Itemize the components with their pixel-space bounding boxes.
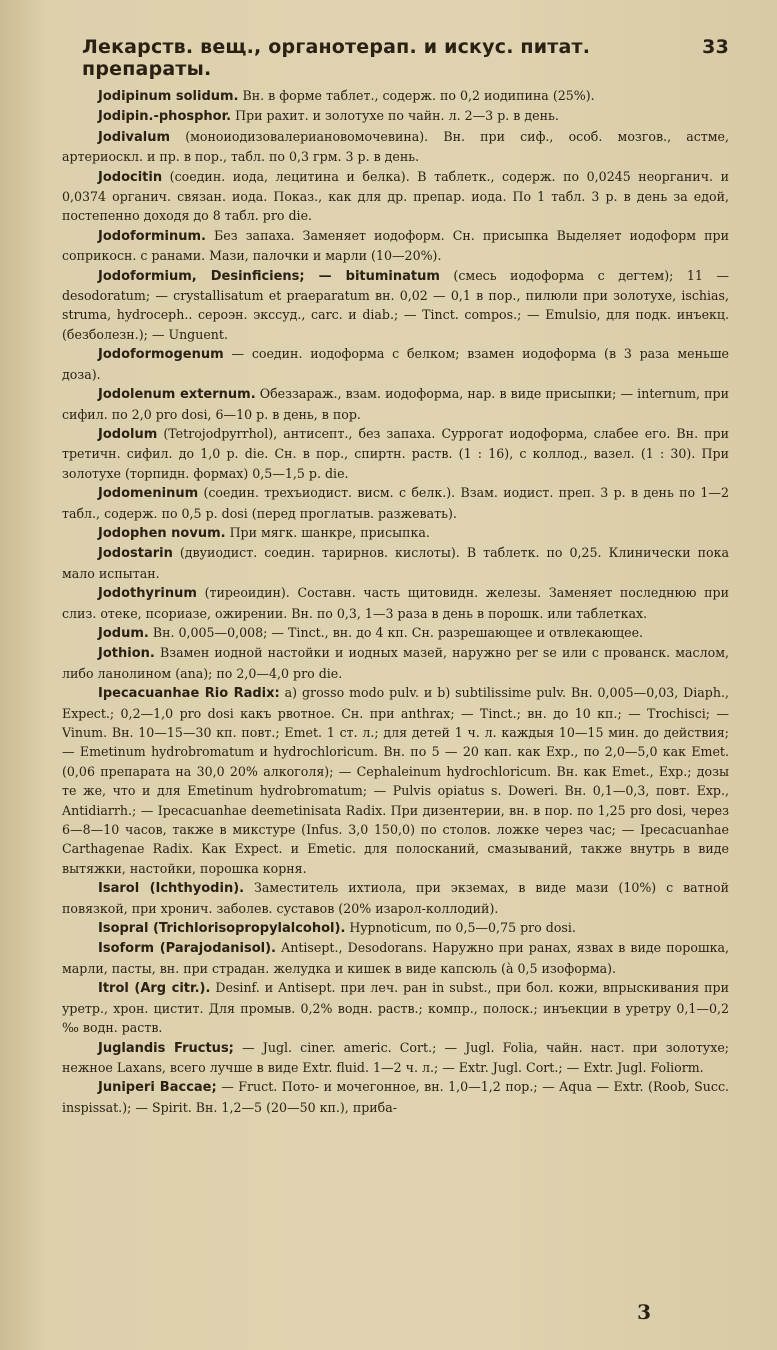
entry-text: При мягк. шанкре, присыпка. [225, 524, 430, 540]
entry [62, 978, 729, 1037]
entry-term: Jodothyrinum [98, 586, 197, 602]
entry-term: Isopral (Trichlorisopropylalcohol). [98, 921, 346, 937]
entry-text: (тиреоидин). Составн. часть щитовидн. железы. Заменяет последнюю при слиз. отеке, псориазе, ожирении. Вн. по 0,3, 1—3 раза в день в порошк. или таблетках. [62, 585, 729, 621]
entry-term: Jodomeninum [98, 486, 199, 502]
entry-text: (соедин. трехъиодист. висм. с белк.). Взам. иодист. преп. 3 р. в день по 1—2 табл., содерж. по 0,5 р. dosi (перед проглатыв. разжевать). [62, 485, 729, 521]
entry-text: Вн. в форме таблет., содерж. по 0,2 иодипина (25%). [238, 88, 595, 103]
entry-text: Antisept., Desodorans. Наружно при ранах, язвах в виде порошка, марли, пасты, вн. при страдан. желудка и кишек в виде капсюль (à 0,5 изоформа). [62, 940, 729, 976]
entry [62, 86, 729, 106]
entry [62, 266, 729, 345]
entry-term: Itrol (Arg citr.). [98, 981, 211, 997]
entry-text: Обеззараж., взам. иодоформа, нар. в виде присыпки; — internum, при сифил. по 2,0 pro dosi, 6—10 р. в день, в пор. [62, 386, 730, 422]
entry [62, 878, 729, 918]
entry-term: Jothion. [98, 646, 155, 662]
entry [62, 583, 729, 623]
entry-text: (моноиодизовалериановомочевина). Вн. при сиф., особ. мозгов., астме, артериоскл. и пр. в пор., табл. по 0,3 грм. 3 р. в день. [62, 128, 729, 165]
entry-text: Заместитель ихтиола, при экземах, в виде мази (10%) с ватной повязкой, при хронич. заболев. суставов (20% изарол-коллодий). [62, 880, 730, 916]
running-header [62, 36, 729, 80]
entry [62, 683, 729, 878]
entry [62, 424, 729, 483]
entry-term: Jodophen novum. [98, 525, 226, 541]
entry-term: Jodocitin [98, 169, 163, 185]
entry-term: Isoform (Parajodanisol). [98, 941, 276, 957]
entry-term: Jodoforminum. [98, 228, 206, 244]
entry [62, 483, 729, 523]
entry [62, 226, 729, 266]
entry-term: Jodum. [98, 625, 149, 641]
entry [62, 1038, 729, 1078]
entry-term: Jodolenum externum. [98, 387, 256, 403]
entry-term: Isarol (Ichthyodin). [98, 881, 245, 897]
entry-term: Jodoformogenum [98, 347, 224, 363]
entry-text: a) grosso modo pulv. и b) subtilissime pulv. Вн. 0,005—0,03, Diaph., Expect.; 0,2—1,0 pro dosi какъ рвотное. Сн. при anthrax; — Tinct.; вн. до 10 кп.; — Trochisci; — Vinum. Вн. 10—15—30 кп. повт.; Emet. 1 ст. л.; для детей 1 ч. л. каждыя 10—15 мин. до действия; — Emetinum hydrobromatum и hydrochloricum. Вн. по 5 — 20 кап. как Exp., по 2,0—5,0 как Emet. (0,06 препарата на 30,0 20% алкоголя); — Cephaleinum hydrochloricum. Вн. как Emet., Exp.; дозы те же, что и для Emetinum hydrobromatum; — Pulvis opiatus s. Doweri. Вн. 0,1—0,3, повт. Exp., Antidiarrh.; — Ipecacuanhae deemetinisata Radix. При дизентерии, вн. в пор. по 1,25 pro dosi, через 6—8—10 часов, также в микстуре (Infus. 3,0 150,0) по столов. ложке через час; — Ipecacuanhae Carthagenae Radix. Как Expect. и Emetic. для полосканий, смазываний, также внутрь в виде вытяжки, настойки, порошка корня. [62, 685, 729, 876]
entry [62, 643, 729, 683]
entry-text: Вн. 0,005—0,008; — Tinct., вн. до 4 кп. Сн. разрешающее и отвлекающее. [148, 624, 644, 640]
entry-text: — Fruct. Пото- и мочегонное, вн. 1,0—1,2 пор.; — Aqua — Extr. (Roob, Succ. inspissat.); — Spirit. Вн. 1,2—5 (20—50 кп.), приба- [62, 1079, 730, 1115]
entry-text: — соедин. иодоформа с белком; взамен иодоформа (в 3 раза меньше доза). [62, 346, 729, 382]
entry-text: — Jugl. ciner. americ. Cort.; — Jugl. Folia, чайн. наст. при золотухе; нежное Laxans, всего лучше в виде Extr. fluid. 1—2 ч. л.; — Extr. Jugl. Cort.; — Extr. Jugl. Foliorm. [62, 1039, 730, 1075]
entry [62, 167, 729, 226]
entry-text: Hypnoticum, по 0,5—0,75 pro dosi. [345, 920, 576, 936]
entry [62, 344, 729, 384]
entry [62, 938, 729, 978]
entry-text: Взамен иодной настойки и иодных мазей, наружно per se или с прованск. маслом, либо ланолином (ana); по 2,0—4,0 pro die. [62, 645, 729, 681]
entry-text: (Tetrojodpyrrhol), антисепт., без запаха. Суррогат иодоформа, слабее его. Вн. при третичн. сифил. до 1,0 р. die. Сн. в пор., спиртн. раств. (1 : 16), с коллод., вазел. (1 : 30). При золотухе (торпидн. формах) 0,5—1,5 р. die. [62, 425, 729, 481]
signature-mark: 3 [637, 1300, 651, 1324]
entry [62, 1077, 729, 1117]
entry-term: Jodoformium, Desinficiens; — bituminatum [98, 268, 440, 284]
entry [62, 523, 729, 543]
entry-term: Jodolum [98, 426, 158, 442]
entry [62, 106, 729, 126]
entry [62, 384, 729, 424]
entry-text: Без запаха. Заменяет иодоформ. Сн. присыпка Выделяет иодоформ при соприкосн. с ранами. Мази, палочки и марли (10—20%). [62, 227, 729, 264]
page-number: 33 [702, 36, 729, 58]
entry-list [62, 86, 729, 1117]
entry-term: Jodipinum solidum. [98, 89, 239, 104]
entry-term: Juniperi Baccae; [98, 1080, 217, 1096]
entry [62, 127, 729, 167]
entry-text: (соедин. иода, лецитина и белка). В таблетк., содерж. по 0,0245 неорганич. и 0,0374 органич. связан. иода. Показ., как для др. препар. иода. По 1 табл. 3 р. в день за едой, постепенно доходя до 8 табл. pro die. [62, 168, 729, 224]
entry-text: (двуиодист. соедин. тарирнов. кислоты). В таблетк. по 0,25. Клинически пока мало испытан. [62, 545, 729, 581]
entry-term: Juglandis Fructus; [98, 1040, 234, 1056]
entry [62, 623, 729, 643]
entry [62, 918, 729, 938]
entry-term: Jodostarin [98, 546, 173, 562]
entry-text: Desinf. и Antisept. при леч. ран in subst., при бол. кожи, впрыскивания при уретр., хрон. цистит. Для промыв. 0,2% водн. раств.; компр., полоск.; инъекции в уретру 0,1—0,2 ‰ водн. раств. [62, 980, 730, 1036]
entry-text: При рахит. и золотухе по чайн. л. 2—3 р. в день. [231, 108, 559, 124]
entry-term: Jodivalum [98, 129, 171, 145]
header-title: Лекарств. вещ., органотерап. и искус. питат. препараты. [82, 36, 591, 80]
entry-text: (смесь иодоформа с дегтем); 11 — desodoratum; — crystallisatum et praeparatum вн. 0,02 — 0,1 в пор., пилюли при золотухе, ischias, struma, hydroceph.. сероэн. экссуд., carc. и diab.; — Tinct. compos.; — Emulsio, для подк. инъекц. (безболезн.); — Unguent. [62, 267, 729, 342]
entry-term: Jodipin.-phosphor. [98, 109, 232, 125]
entry [62, 543, 729, 583]
entry-term: Ipecacuanhae Rio Radix: [98, 686, 280, 702]
